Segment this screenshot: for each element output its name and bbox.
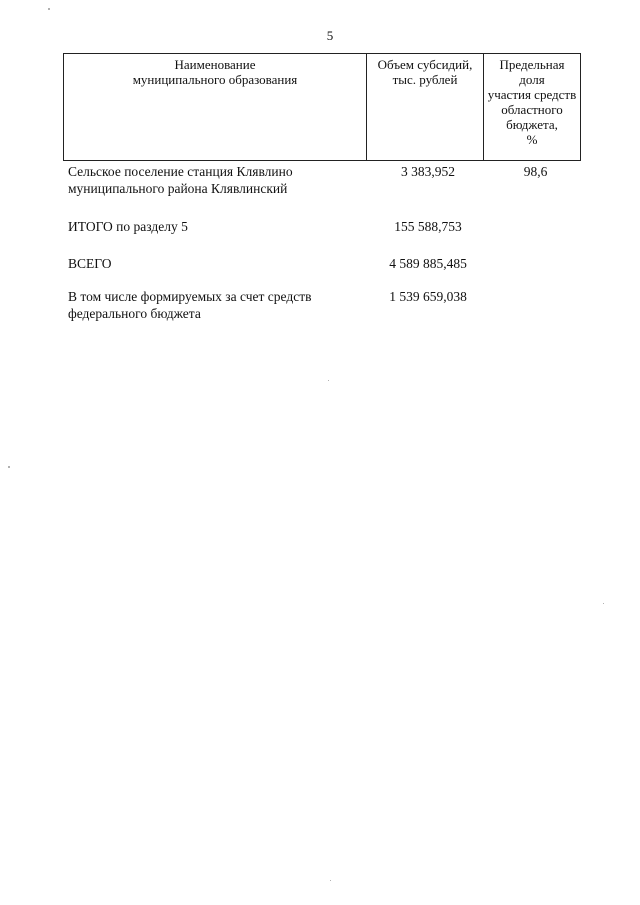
scan-speck <box>603 603 604 604</box>
scan-speck <box>48 8 50 10</box>
row-volume: 155 588,753 <box>394 219 462 234</box>
row-name-line: ИТОГО по разделу 5 <box>68 219 188 234</box>
header-max-share <box>483 54 580 160</box>
header-text-line: муниципального образования <box>132 72 298 87</box>
row-name <box>68 288 368 322</box>
header-text-line: бюджета, <box>506 117 558 132</box>
header-text-line: Наименование <box>174 57 256 72</box>
header-text-line: тыс. рублей <box>392 72 458 87</box>
row-share: 98,6 <box>523 164 548 179</box>
scan-speck <box>328 380 329 381</box>
row-name-line: Сельское поселение станция Клявлино <box>68 164 293 179</box>
row-volume: 4 589 885,485 <box>389 256 467 271</box>
header-text-line: Предельная <box>499 57 565 72</box>
header-text-line: областного <box>501 102 563 117</box>
row-volume: 1 539 659,038 <box>389 289 467 304</box>
row-name-line: В том числе формируемых за счет средств <box>68 289 312 304</box>
header-text-line: участия средств <box>487 87 577 102</box>
header-text-line: доля <box>519 72 545 87</box>
row-name <box>68 255 368 272</box>
scan-speck <box>8 466 10 468</box>
header-municipality-name <box>64 54 366 160</box>
row-name <box>68 163 368 197</box>
scan-speck <box>330 880 331 881</box>
row-name-line: ВСЕГО <box>68 256 112 271</box>
row-name <box>68 218 368 235</box>
page-number: 5 <box>326 28 334 43</box>
table-header <box>63 53 581 161</box>
header-text-line: % <box>526 132 538 147</box>
header-subsidy-volume <box>366 54 483 160</box>
header-text-line: Объем субсидий, <box>377 57 473 72</box>
row-volume: 3 383,952 <box>401 164 455 179</box>
row-name-line: муниципального района Клявлинский <box>68 181 288 196</box>
row-name-line: федерального бюджета <box>68 306 201 321</box>
